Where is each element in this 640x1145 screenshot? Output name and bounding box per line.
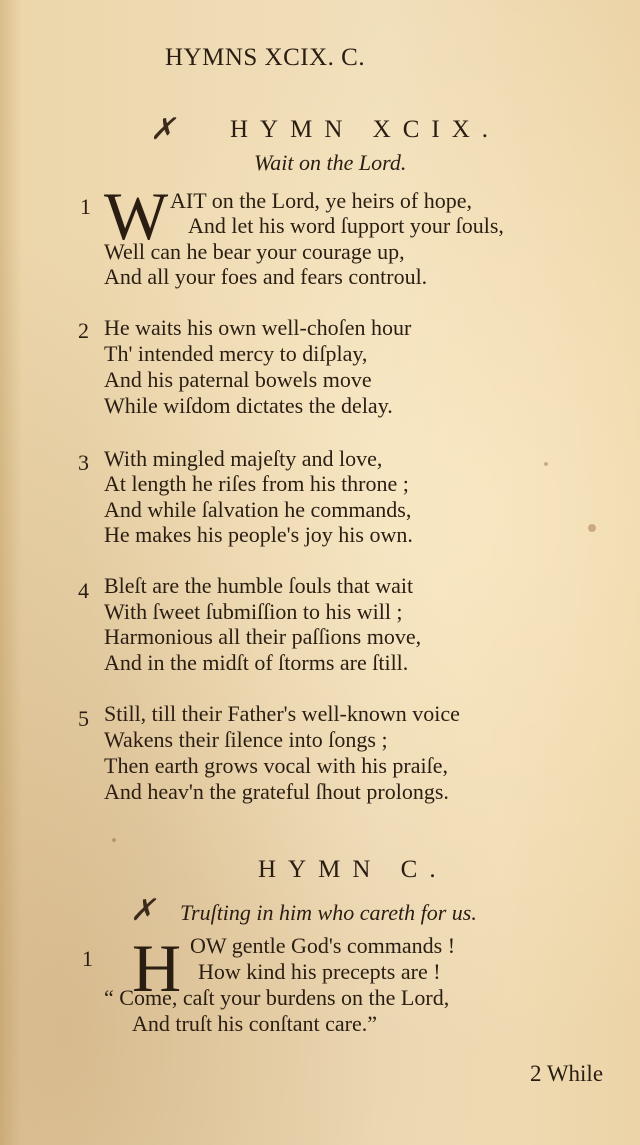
- ink-spot: [112, 838, 116, 842]
- running-head: HYMNS XCIX. C.: [165, 44, 366, 71]
- verse-line: With ſweet ſubmiſſion to his will ;: [104, 599, 403, 624]
- verse-number: 4: [78, 578, 89, 603]
- verse-line: Then earth grows vocal with his praiſe,: [104, 753, 448, 778]
- verse-number: 3: [78, 450, 89, 475]
- verse-line: At length he riſes from his throne ;: [104, 471, 409, 496]
- verse-line: With mingled majeſty and love,: [104, 446, 383, 471]
- verse-line: And his paternal bowels move: [104, 367, 372, 392]
- verse-line: How kind his precepts are !: [198, 959, 441, 984]
- verse-line: He waits his own well-choſen hour: [104, 315, 412, 340]
- drop-cap: W: [104, 178, 169, 254]
- handwritten-mark: ✗: [130, 894, 156, 927]
- ink-spot: [588, 524, 596, 532]
- verse-line: Harmonious all their paſſions move,: [104, 624, 422, 649]
- verse-line: While wiſdom dictates the delay.: [104, 393, 393, 418]
- verse-line: “ Come, caſt your burdens on the Lord,: [104, 985, 450, 1010]
- verse-line: And truſt his conſtant care.”: [132, 1011, 377, 1036]
- hymn-subtitle: Truſting in him who careth for us.: [180, 900, 477, 925]
- verse-line: And all your foes and fears controul.: [104, 264, 428, 289]
- verse-line: And heav'n the grateful ſhout prolongs.: [104, 779, 449, 804]
- verse-line: Th' intended mercy to diſplay,: [104, 341, 368, 366]
- verse-number: 2: [78, 318, 89, 343]
- catchword: 2 While: [530, 1061, 604, 1086]
- verse-line: AIT on the Lord, ye heirs of hope,: [170, 188, 473, 213]
- verse-line: Well can he bear your courage up,: [104, 239, 405, 264]
- hymn-title: HYMN C.: [258, 856, 448, 883]
- verse-line: OW gentle God's commands !: [190, 933, 456, 958]
- verse-line: And let his word ſupport your ſouls,: [188, 213, 504, 238]
- handwritten-mark: ✗: [150, 113, 176, 146]
- verse-number: 1: [80, 194, 91, 219]
- verse-line: Still, till their Father's well-known voice: [104, 701, 460, 726]
- hymn-subtitle: Wait on the Lord.: [254, 150, 407, 175]
- hymn-title: HYMN XCIX.: [230, 116, 500, 143]
- drop-cap: H: [132, 930, 182, 1006]
- verse-line: And in the midſt of ſtorms are ſtill.: [104, 650, 409, 675]
- verse-number: 5: [78, 706, 89, 731]
- verse-line: He makes his people's joy his own.: [104, 522, 413, 547]
- verse-number: 1: [82, 946, 93, 971]
- ink-spot: [544, 462, 548, 466]
- verse-line: Bleſt are the humble ſouls that wait: [104, 573, 414, 598]
- verse-line: Wakens their ſilence into ſongs ;: [104, 727, 388, 752]
- verse-line: And while ſalvation he commands,: [104, 497, 412, 522]
